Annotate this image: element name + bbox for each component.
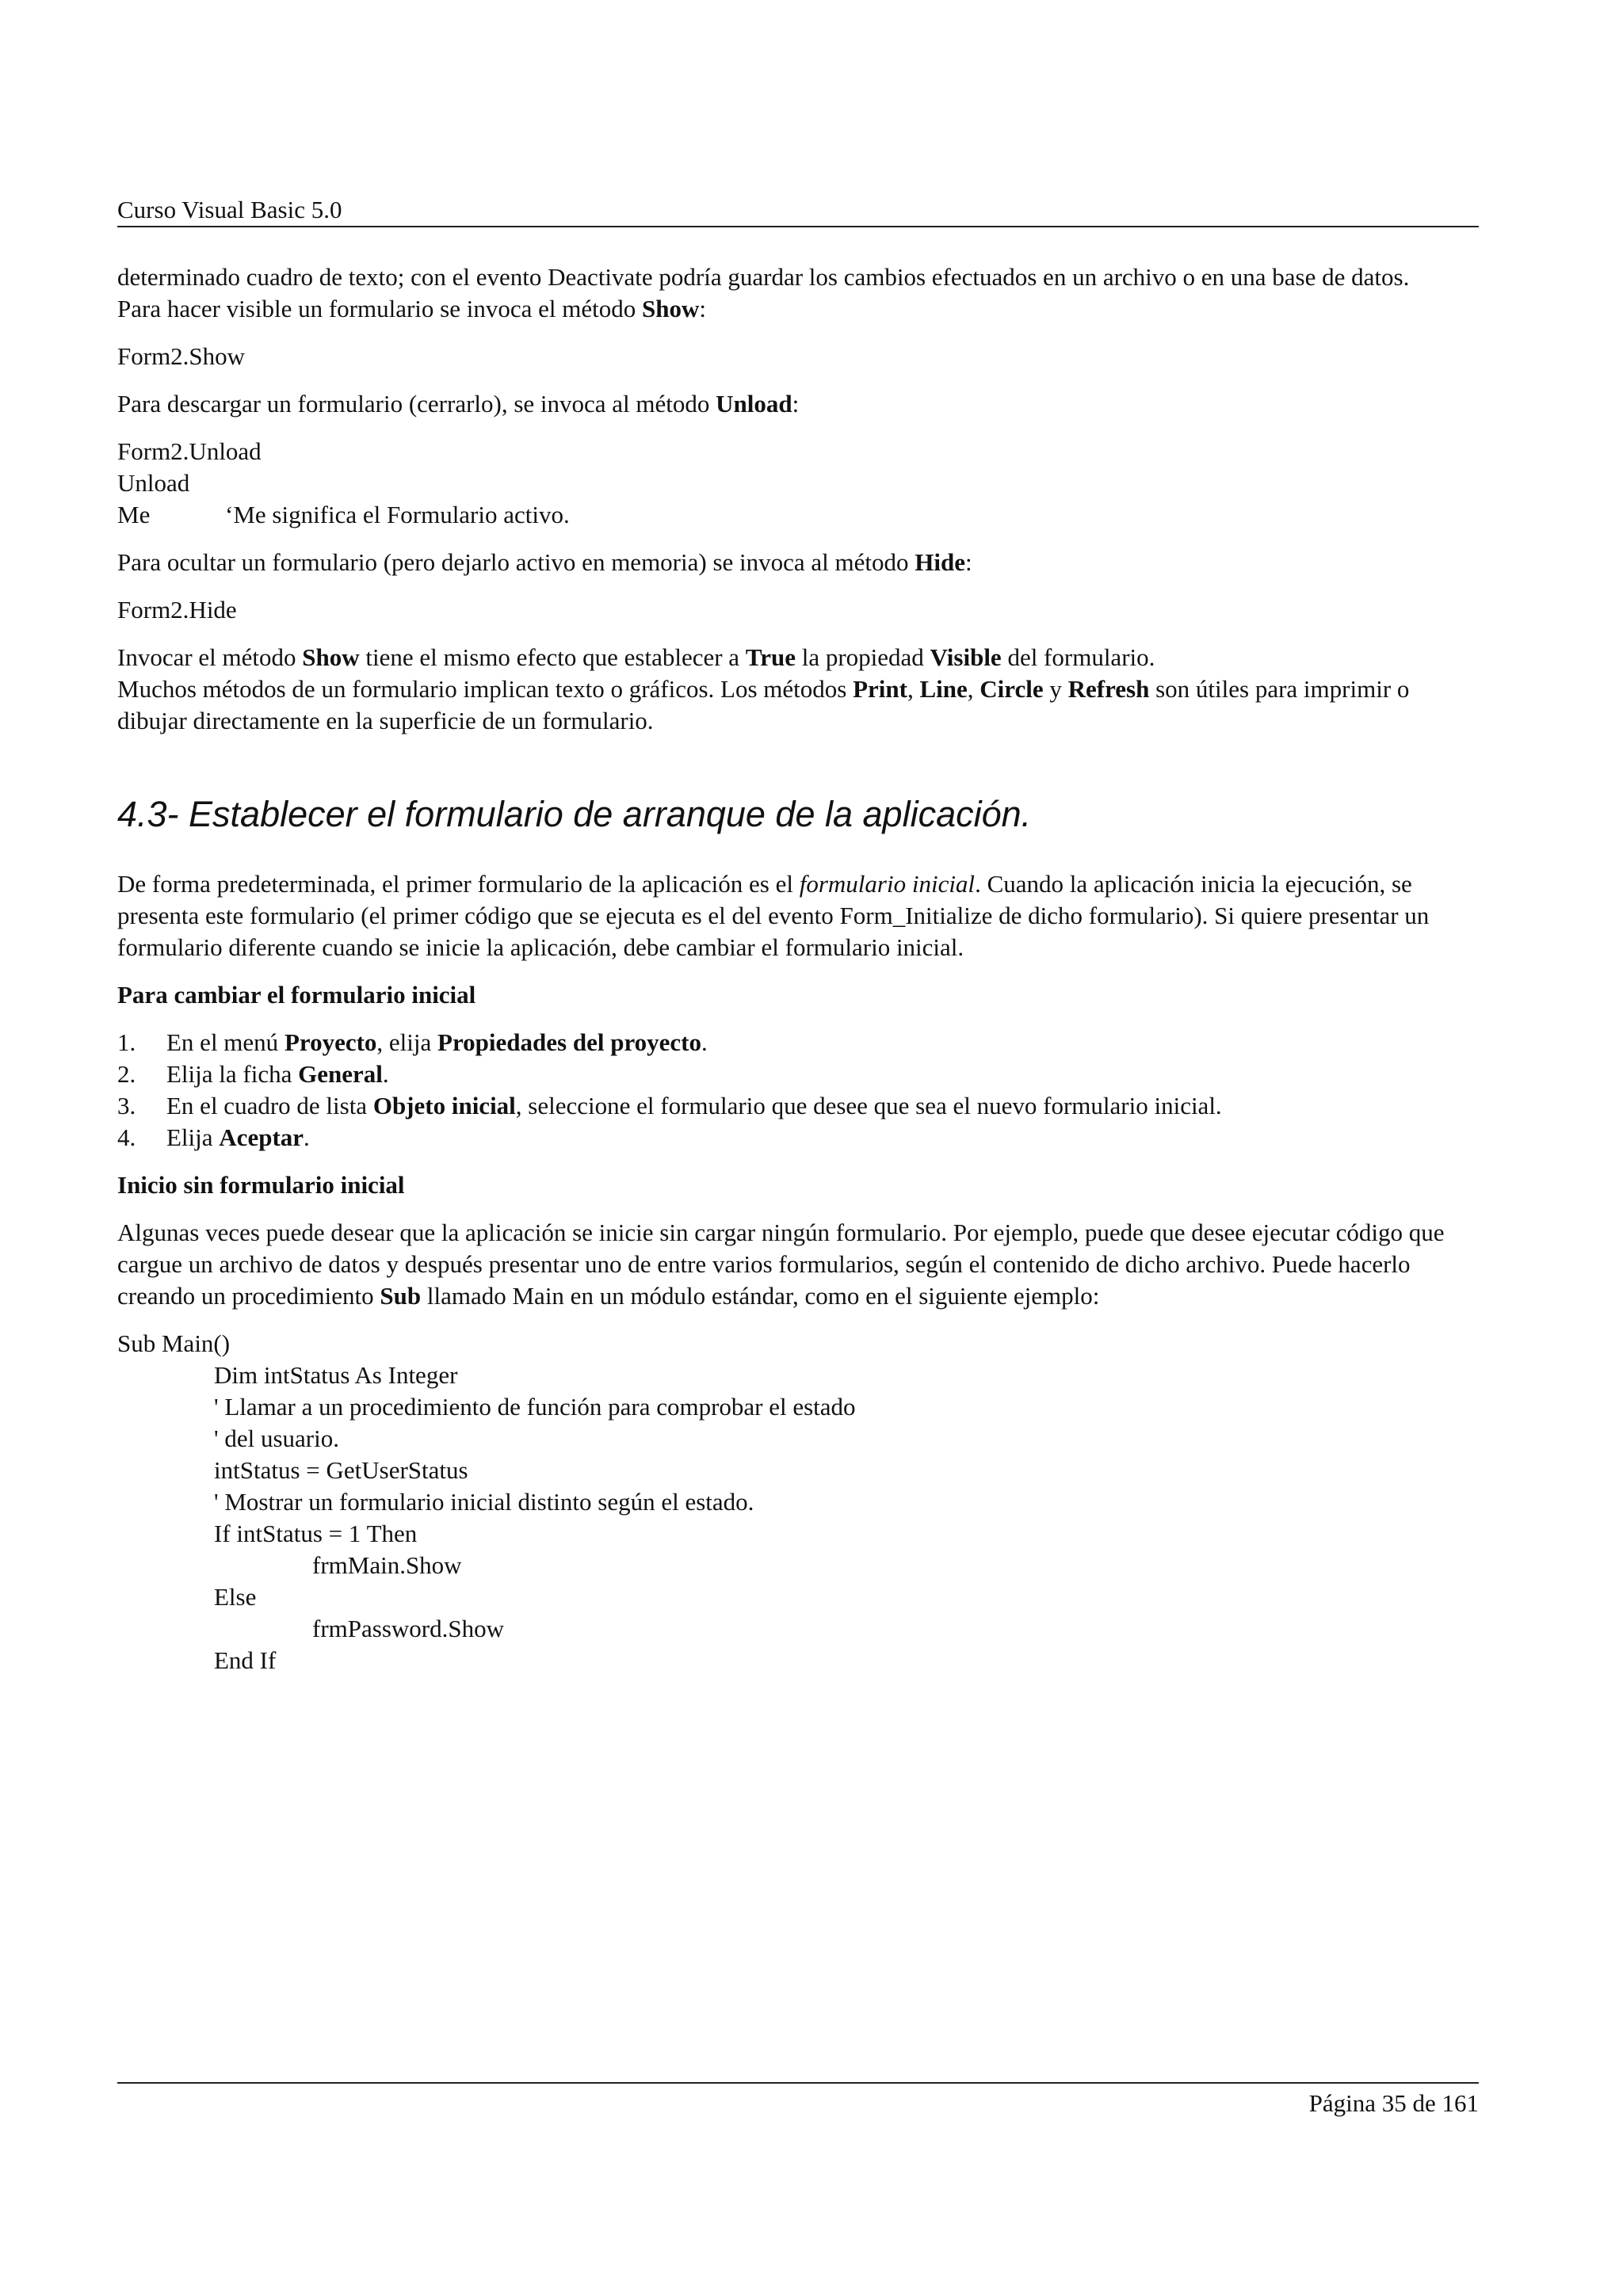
footer-rule — [117, 2082, 1479, 2084]
code-line: End If — [214, 1646, 277, 1674]
code-line: Form2.Hide — [117, 596, 237, 624]
code-line: Else — [214, 1583, 257, 1611]
code-line: ' Llamar a un procedimiento de función para comprobar el estado — [214, 1393, 856, 1421]
steps-list — [117, 1027, 1479, 1154]
subheading: Inicio sin formulario inicial — [117, 1171, 405, 1199]
code-line: frmPassword.Show — [312, 1615, 504, 1642]
header-rule — [117, 226, 1479, 227]
code-line: intStatus = GetUserStatus — [214, 1456, 468, 1484]
code-line: Dim intStatus As Integer — [214, 1361, 458, 1389]
code-line: ' Mostrar un formulario inicial distinto según el estado. — [214, 1488, 754, 1516]
code-line: If intStatus = 1 Then — [214, 1520, 418, 1547]
code-line: Form2.Unload — [117, 437, 262, 465]
paragraph: Invocar el método Show tiene el mismo efecto que establecer a True la propiedad Visible del formulario. — [117, 643, 1155, 671]
paragraph: Muchos métodos de un formulario implican texto o gráficos. Los métodos Print, Line, Circle y Refresh son útiles para imprimir o dibujar directamente en la superficie de un formulario. — [117, 675, 1410, 734]
code-line: Sub Main() — [117, 1329, 231, 1357]
page-content — [117, 261, 1479, 1676]
list-item: 2. Elija la ficha General. — [117, 1060, 389, 1088]
page-number: Página 35 de 161 — [1308, 2089, 1479, 2117]
list-item: 4. Elija Aceptar. — [117, 1123, 310, 1151]
paragraph: Algunas veces puede desear que la aplicación se inicie sin cargar ningún formulario. Por ejemplo, puede que desee ejecutar código que cargue un archivo de datos y después presentar uno de entre varios formularios, según el contenido de dicho archivo. Puede hacerlo creando un procedimiento Sub llamado Main en un módulo estándar, como en el siguiente ejemplo: — [117, 1219, 1445, 1310]
code-block — [117, 1328, 1479, 1676]
paragraph: De forma predeterminada, el primer formulario de la aplicación es el formulario inicial. Cuando la aplicación inicia la ejecución, se presenta este formulario (el primer código que se ejecuta es el del evento Form_Initialize de dicho formulario). Si quiere presentar un formulario diferente cuando se inicie la aplicación, debe cambiar el formulario inicial. — [117, 870, 1430, 961]
code-line: ' del usuario. — [214, 1425, 339, 1452]
paragraph: Para ocultar un formulario (pero dejarlo activo en memoria) se invoca al método Hide: — [117, 548, 972, 576]
subheading: Para cambiar el formulario inicial — [117, 981, 476, 1009]
paragraph: Para hacer visible un formulario se invoca el método Show: — [117, 295, 706, 322]
code-line: frmMain.Show — [312, 1551, 462, 1579]
paragraph: Para descargar un formulario (cerrarlo), se invoca al método Unload: — [117, 390, 800, 418]
paragraph: determinado cuadro de texto; con el evento Deactivate podría guardar los cambios efectuados en un archivo o en una base de datos. — [117, 263, 1410, 291]
page-header: Curso Visual Basic 5.0 — [117, 196, 342, 223]
code-line: Unload Me ‘Me significa el Formulario activo. — [117, 469, 570, 528]
list-item: 3. En el cuadro de lista Objeto inicial, seleccione el formulario que desee que sea el nuevo formulario inicial. — [117, 1092, 1222, 1119]
code-line: Form2.Show — [117, 342, 246, 370]
list-item: 1. En el menú Proyecto, elija Propiedades del proyecto. — [117, 1028, 708, 1056]
section-heading: 4.3- Establecer el formulario de arranque de la aplicación. — [117, 794, 1032, 834]
